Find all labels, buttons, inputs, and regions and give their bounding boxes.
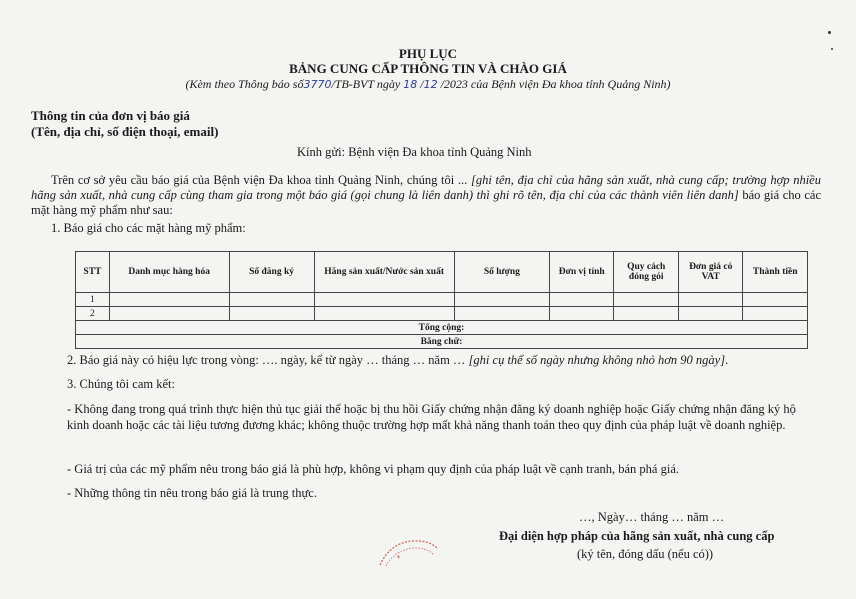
reference-suffix: /2023 của Bệnh viện Đa khoa tỉnh Quảng Ninh) <box>440 77 671 91</box>
validity-end: . <box>725 353 729 367</box>
table-cell <box>454 293 549 307</box>
intro-text: Trên cơ sở yêu cầu báo giá của Bệnh viện Đa khoa tỉnh Quảng Ninh, chúng tôi ... <box>51 173 471 187</box>
vendor-info-label: Thông tin của đơn vị báo giá <box>31 108 190 123</box>
section-3-heading: 3. Chúng tôi cam kết: <box>67 377 175 391</box>
table-cell <box>614 293 678 307</box>
recipient-line: Kính gửi: Bệnh viện Đa khoa tỉnh Quảng Ninh <box>297 145 532 159</box>
reference-line <box>0 77 856 92</box>
appendix-title: PHỤ LỤC <box>398 46 458 61</box>
table-cell <box>743 293 808 307</box>
reference-mid: /TB-BVT ngày <box>331 77 401 91</box>
table-row <box>76 307 808 321</box>
col-stt: STT <box>76 252 110 293</box>
form-title: BẢNG CUNG CẤP THÔNG TIN VÀ CHÀO GIÁ <box>289 61 567 76</box>
table-cell <box>454 307 549 321</box>
date-separator: / <box>420 77 424 91</box>
stamp-fragment-icon <box>378 537 440 567</box>
svg-text:✶: ✶ <box>396 554 402 561</box>
intro-paragraph <box>31 173 821 218</box>
table-cell <box>314 293 454 307</box>
col-registration-no: Số đăng ký <box>229 252 314 293</box>
intro-tail: báo giá cho các mặt hàng mỹ phẩm như sau: <box>31 188 821 217</box>
col-unit-price: Đơn giá có VAT <box>678 252 742 293</box>
validity-text: 2. Báo giá này có hiệu lực trong vòng: …. ngày, kể từ ngày … tháng … năm … <box>67 353 469 367</box>
signature-title: Đại diện hợp pháp của hãng sản xuất, nhà cung cấp <box>499 529 775 543</box>
scan-speck <box>831 48 833 50</box>
commitment-item: - Không đang trong quá trình thực hiện thủ tục giải thể hoặc bị thu hồi Giấy chứng nhận đăng ký doanh nghiệp hoặc Giấy chứng nhận đăng ký hộ kinh doanh hoặc các tài liệu tương đương khác; không thuộc trường hợp mất khả năng thanh toán theo quy định của pháp luật về doanh nghiệp. <box>67 402 796 432</box>
handwritten-month: 12 <box>423 78 438 91</box>
table-cell <box>678 293 742 307</box>
reference-prefix: (Kèm theo Thông báo số <box>185 77 304 91</box>
section-1-heading: 1. Báo giá cho các mặt hàng mỹ phẩm: <box>51 221 246 235</box>
table-cell <box>109 307 229 321</box>
handwritten-number: 3770 <box>303 78 332 91</box>
col-unit: Đơn vị tính <box>549 252 613 293</box>
table-cell <box>678 307 742 321</box>
amount-in-words-label: Bằng chữ: <box>76 335 808 349</box>
row-number: 1 <box>76 293 110 307</box>
col-manufacturer: Hãng sản xuất/Nước sản xuất <box>314 252 454 293</box>
table-cell <box>229 307 314 321</box>
col-amount: Thành tiền <box>743 252 808 293</box>
col-item-name: Danh mục hàng hóa <box>109 252 229 293</box>
signature-note: (ký tên, đóng dấu (nếu có)) <box>577 547 714 561</box>
col-packaging: Quy cách đóng gói <box>614 252 678 293</box>
commitment-item: - Những thông tin nêu trong báo giá là trung thực. <box>67 486 317 500</box>
table-cell <box>314 307 454 321</box>
handwritten-day: 18 <box>403 78 418 91</box>
vendor-contact-label: (Tên, địa chỉ, số điện thoại, email) <box>31 124 219 139</box>
table-row <box>76 293 808 307</box>
table-cell <box>549 293 613 307</box>
col-quantity: Số lượng <box>454 252 549 293</box>
section-2-validity <box>67 353 728 368</box>
table-cell <box>743 307 808 321</box>
intro-instruction: [ghi tên, địa chỉ của hãng sản xuất, nhà cung cấp; trường hợp nhiều hãng sản xuất, nhà cung cấp cùng tham gia trong một báo giá (gọi chung là liên danh) thì ghi rõ tên, địa chỉ của các thành viên liên danh] <box>31 173 821 202</box>
row-number: 2 <box>76 307 110 321</box>
table-cell <box>549 307 613 321</box>
total-label: Tổng cộng: <box>76 321 808 335</box>
commitment-item: - Giá trị của các mỹ phẩm nêu trong báo giá là phù hợp, không vi phạm quy định của pháp luật về cạnh tranh, bán phá giá. <box>67 462 679 476</box>
table-cell <box>109 293 229 307</box>
validity-instruction: [ghi cụ thể số ngày nhưng không nhỏ hơn 90 ngày] <box>468 353 726 367</box>
quotation-table <box>75 251 808 349</box>
amount-in-words-row <box>76 335 808 349</box>
table-cell <box>229 293 314 307</box>
signature-date: …, Ngày… tháng … năm … <box>579 510 725 524</box>
total-row <box>76 321 808 335</box>
scan-speck <box>828 31 831 34</box>
table-header-row <box>76 252 808 293</box>
table-cell <box>614 307 678 321</box>
